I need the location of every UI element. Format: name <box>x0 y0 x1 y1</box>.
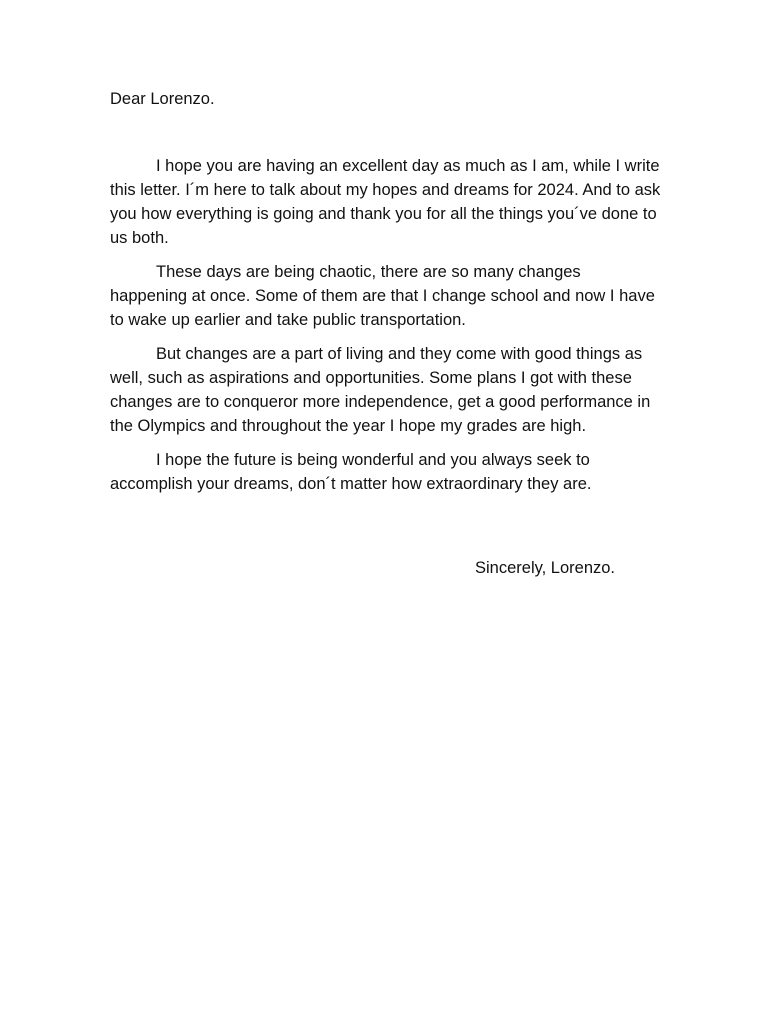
letter-salutation: Dear Lorenzo. <box>110 90 215 108</box>
letter-paragraph: These days are being chaotic, there are so many changes happening at once. Some of them are that I change school and now I have to wake up earlier and take public transportation. <box>110 263 655 329</box>
letter-paragraph: I hope the future is being wonderful and you always seek to accomplish your dreams, don´t matter how extraordinary they are. <box>110 451 592 493</box>
letter-paragraph: I hope you are having an excellent day as much as I am, while I write this letter. I´m here to talk about my hopes and dreams for 2024. And to ask you how everything is going and thank you for all the things you´ve done to us both. <box>110 157 661 247</box>
letter-body <box>110 154 662 506</box>
letter-closing: Sincerely, Lorenzo. <box>475 559 616 577</box>
letter-paragraph: But changes are a part of living and they come with good things as well, such as aspirations and opportunities. Some plans I got with these changes are to conqueror more independence, get a good performance in the Olympics and throughout the year I hope my grades are high. <box>110 345 651 435</box>
